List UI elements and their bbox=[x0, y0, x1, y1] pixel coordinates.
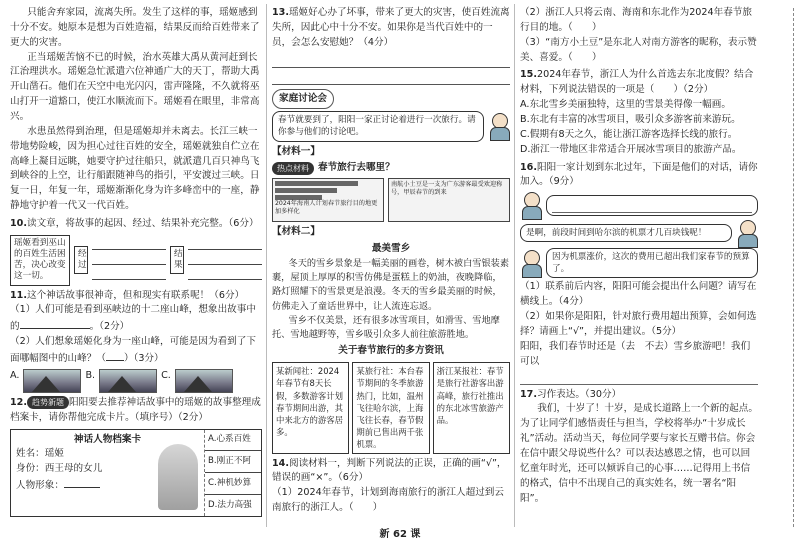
news-box-3: 浙江某报社：春节是旅行社游客出游高峰，旅行社推出的东北冰雪旅游产品。 bbox=[433, 362, 510, 453]
story-paragraph-3: 水患虽然得到治理，但是瑶姬却并未离去。长江三峡一带地势险峻，因为担心过往百姓的安全，瑶姬就独自伫立在高峰上凝目远眺，她要守护过往船只，就派遣几百只神鸟飞到峡谷的上空，让行船跟随神鸟的指引，平安渡过三峡。日复一日，年复一年，瑶姬渐渐化身为许多峰峦中的一座，静静地守护着一代又一代百姓。 bbox=[10, 125, 260, 212]
card-option-b[interactable]: B.刚正不阿 bbox=[205, 451, 261, 473]
trend-tag: 趋势新题 bbox=[27, 396, 69, 409]
answer-blank[interactable] bbox=[64, 477, 100, 488]
discussion-intro bbox=[272, 111, 510, 141]
option-b-label: B. bbox=[85, 369, 96, 381]
result-label: 结果 bbox=[170, 246, 184, 274]
snow-town-paragraph-2: 雪乡不仅美景，还有很多冰雪项目，如滑雪、雪地摩托、雪地越野等，雪乡吸引众多人前往旅游胜地。 bbox=[272, 314, 500, 341]
question-14-2: （2）浙江人只将云南、海南和东北作为2024年春节旅行目的地。（ ） bbox=[520, 7, 752, 33]
answer-line[interactable] bbox=[272, 70, 510, 85]
question-12: 12. 趋势新题 阳阳要去推荐神话故事中的瑶姬的故事整理成档案卡，请你帮他完成卡片。（填序号）（2分） bbox=[10, 396, 261, 423]
question-11: 11.这个神话故事很神奇，但和现实有联系呢！（6分） bbox=[10, 289, 245, 301]
question-15: 15.2024年春节，浙江人为什么首选去东北度假？结合材料，下列说法错误的一项是（ ）（2分） bbox=[520, 69, 754, 96]
q15-option-a[interactable]: A.东北雪乡美丽独特，这里的雪景美得像一幅画。 bbox=[520, 99, 731, 111]
news-boxes bbox=[272, 362, 510, 453]
answer-blank[interactable] bbox=[20, 318, 90, 329]
question-14-3: （3）“南方小土豆”是东北人对南方游客的昵称，表示赞美、喜爱。（ ） bbox=[520, 36, 757, 63]
intro-bubble: 春节就要到了，阳阳一家正讨论着进行一次旅行。请你参与他们的讨论吧。 bbox=[272, 111, 484, 141]
process-answer-lines[interactable] bbox=[92, 240, 166, 280]
father-bubble: 是啊，前段时间到哈尔滨的机票才几百块钱呢！ bbox=[520, 224, 732, 242]
question-11-1: （1）人们可能是看到巫峡边的十二座山峰，想象出故事中的 。（2分） bbox=[10, 304, 256, 333]
yangyang-bubble: 因为机票涨价，这次的费用已超出我们家春节的预算了。 bbox=[546, 248, 758, 278]
card-option-d[interactable]: D.法力高强 bbox=[208, 499, 252, 510]
answer-line[interactable] bbox=[552, 199, 752, 213]
hot-material-title: 春节旅行去哪里？ bbox=[318, 162, 395, 174]
question-13: 13.瑶姬好心办了坏事，带来了更大的灾害，使百姓流离失所，因此心中十分不安。如果你是当代百姓中的一员，会怎么安慰她？（4分） bbox=[272, 7, 510, 48]
man-avatar-icon bbox=[736, 220, 758, 246]
q15-option-b[interactable]: B.东北有丰富的冰雪项目，吸引众多游客前来游玩。 bbox=[520, 114, 741, 126]
question-11-2: （2）人们想象瑶姬化身为一座山峰，可能是因为看到了下面哪幅图中的山峰？（ ）（3分） bbox=[10, 336, 256, 365]
question-10: 10.读文章，将故事的起因、经过、结果补充完整。（6分） bbox=[10, 218, 259, 230]
story-flow-diagram bbox=[10, 235, 262, 286]
answer-bubble[interactable] bbox=[546, 195, 758, 216]
news-graphic bbox=[388, 178, 510, 222]
card-name: 姓名：瑶姬 bbox=[16, 448, 64, 460]
answer-line[interactable] bbox=[272, 53, 510, 68]
card-options bbox=[205, 430, 261, 516]
boy-avatar-icon bbox=[488, 113, 510, 139]
right-column bbox=[520, 6, 758, 527]
card-trait: 人物形象： bbox=[16, 477, 199, 494]
card-option-a[interactable]: A.心系百姓 bbox=[205, 430, 261, 452]
dialog-row-3 bbox=[520, 248, 758, 278]
mountain-image-b[interactable] bbox=[99, 369, 157, 393]
father-avatar-icon bbox=[520, 192, 542, 218]
question-14-1: （1）2024年春节，计划到海南旅行的浙江人超过到云南旅行的浙江人。（ ） bbox=[272, 487, 504, 514]
column-divider bbox=[514, 4, 515, 527]
news-box-1: 某新闻社：2024年春节有8天长假，多数游客计划春节期间出游，其中来北方的游客居多。 bbox=[272, 362, 349, 453]
process-label: 经过 bbox=[74, 246, 88, 274]
result-answer-lines[interactable] bbox=[188, 240, 262, 280]
column-divider bbox=[266, 4, 267, 527]
card-title: 神话人物档案卡 bbox=[73, 433, 142, 445]
goddess-illustration-icon bbox=[158, 444, 198, 510]
page-number: 新 62 课 bbox=[379, 528, 421, 540]
card-identity: 身份：西王母的女儿 bbox=[16, 463, 103, 475]
bar-2 bbox=[275, 188, 337, 193]
character-card bbox=[10, 429, 262, 517]
question-16-2: （2）如果你是阳阳，针对旅行费用超出预算，会如何选择？请画上“√”，并提出建议。（5分） bbox=[520, 311, 757, 337]
dialog-row-2 bbox=[520, 220, 758, 246]
question-17: 17.习作表达。（30分） bbox=[520, 388, 622, 400]
card-content bbox=[11, 430, 205, 516]
news-box-2: 某旅行社：本台春节期间的冬季旅游热门，比如，温州飞往哈尔滨，上海飞往长春，春节假期前已售出两千张机票。 bbox=[352, 362, 429, 453]
card-option-c[interactable]: C.神机妙算 bbox=[205, 473, 261, 495]
mountain-image-c[interactable] bbox=[175, 369, 233, 393]
answer-blank[interactable] bbox=[106, 350, 124, 361]
destination-chart bbox=[272, 178, 384, 222]
option-a-label: A. bbox=[10, 369, 20, 381]
family-discussion-title: 家庭讨论会 bbox=[272, 89, 334, 110]
cut-line bbox=[786, 8, 794, 527]
snow-town-title: 最美雪乡 bbox=[371, 243, 411, 255]
q15-option-d[interactable]: D.浙江一带地区非常适合开展冰雪项目的旅游产品。 bbox=[520, 143, 742, 155]
chart-caption: 2024年海南人计划春节旅行目的地更加多样化 bbox=[275, 200, 378, 215]
dialog-row-1 bbox=[520, 192, 758, 218]
material-1-graphics bbox=[272, 178, 510, 222]
essay-prompt: 我们，十岁了！十岁，是成长道路上一个新的起点。为了让同学们感悟责任与担当，学校将举办“十岁成长礼”活动。活动当天，每位同学要与家长互赠书信。你会在信中跟父母说些什么？可以表达感恩之情，也可以回忆童年时光，还可以倾诉自己的心事……记得用上书信的格式，信中不出现自己的真实姓名，统一署名“阳阳”。 bbox=[520, 403, 758, 504]
left-column bbox=[10, 6, 262, 527]
middle-column bbox=[272, 6, 510, 527]
cause-box: 瑶姬看到巫山的百姓生活困苦，决心改变这一切。 bbox=[10, 235, 70, 286]
snow-town-paragraph-1: 冬天的雪乡景象是一幅美丽的画卷，树木被白雪银装素裹，屋顶上厚厚的积雪仿佛是蛋糕上的奶油，夜晚降临，路灯照耀下的雪景更是浪漫。冬天的雪乡最美丽的时候，仿佛走入了童话世界中，让人流连忘返。 bbox=[272, 257, 510, 312]
story-paragraph-2: 正当瑶姬苦恼不已的时候，治水英雄大禹从黄河赶到长江治理洪水。瑶姬急忙派遣六位神通广大的天丁，帮助大禹开山凿石。他们在天空中电光闪闪，雷声隆隆，不久就将巫山打开一道豁口，使江水顺流而下。瑶姬看在眼里，非常高兴。 bbox=[10, 51, 260, 123]
mountain-options bbox=[10, 369, 262, 393]
yangyang-avatar-icon bbox=[520, 250, 542, 276]
q15-option-c[interactable]: C.假期有8天之久，能让浙江游客选择长线的旅行。 bbox=[520, 128, 738, 140]
question-16: 16.阳阳一家计划到东北过年，下面是他们的对话，请你加入。（9分） bbox=[520, 161, 758, 188]
story-paragraph-1: 只能舍弃家园，流离失所。发生了这样的事，瑶姬感到十分不安。她原本是想为百姓造福，结果反而给百姓带来了更大的灾害。 bbox=[10, 7, 260, 48]
bar-1 bbox=[275, 181, 358, 186]
news-section-title: 关于春节旅行的多方资讯 bbox=[338, 345, 444, 357]
hot-material-tag: 热点材料 bbox=[272, 162, 314, 175]
answer-line[interactable] bbox=[520, 371, 758, 385]
news-graphic-caption: 南航小土豆是一支为广东游客最受欢迎称号，甲辰春节的到来 bbox=[391, 181, 503, 196]
question-14: 14.阅读材料一，判断下列说法的正误，正确的画“√”，错误的画“×”。（6分） bbox=[272, 457, 507, 484]
question-16-1: （1）联系前后内容，阳阳可能会提出什么问题？请写在横线上。（4分） bbox=[520, 281, 757, 308]
material-2-label: 【材料二】 bbox=[272, 226, 320, 238]
mountain-image-a[interactable] bbox=[23, 369, 81, 393]
material-1-label: 【材料一】 bbox=[272, 145, 320, 157]
hot-material-header bbox=[272, 161, 510, 176]
destination-bars bbox=[275, 181, 379, 200]
option-c-label: C. bbox=[161, 369, 171, 381]
question-16-3: 阳阳，我们春节时还是（去 不去）雪乡旅游吧！我们可以 bbox=[520, 340, 751, 367]
